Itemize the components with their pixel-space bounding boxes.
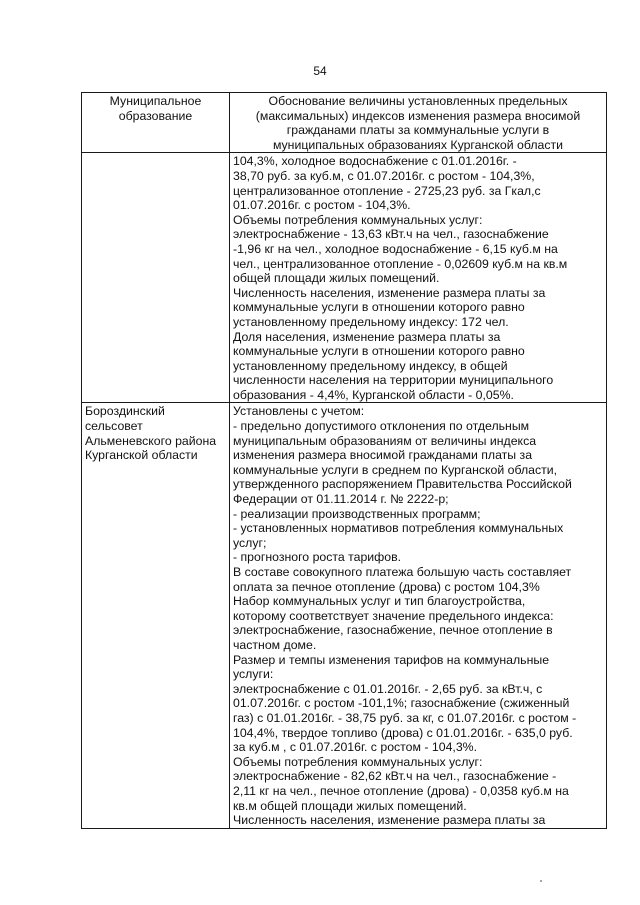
text-line: электроснабжение - 13,63 кВт.ч на чел., газоснабжение (233, 227, 549, 242)
text-line: численности населения на территории муниципального (233, 373, 554, 388)
text-line: газ) с 01.01.2016г. - 38,75 руб. за кг, с 01.07.2016г. с ростом - (233, 710, 577, 725)
text-line: кв.м общей площади жилых помещений. (233, 798, 467, 813)
header-justification-line: гражданами платы за коммунальные услуги в (286, 123, 550, 138)
text-line: услуг; (233, 535, 267, 550)
text-line: Размер и темпы изменения тарифов на коммунальные (233, 652, 550, 667)
municipality-line: Бороздинский (85, 404, 165, 419)
header-justification-line: муниципальных образованиях Курганской области (272, 137, 564, 152)
text-line: - предельно допустимого отклонения по отдельным (233, 419, 530, 434)
justification-cell (230, 403, 607, 828)
text-line: Доля населения, изменение размера платы за (233, 329, 501, 344)
text-line: общей площади жилых помещений. (233, 271, 440, 286)
text-line: за куб.м , с 01.07.2016г. с ростом - 104,3%. (233, 740, 478, 755)
text-line: Установлены с учетом: (233, 404, 365, 419)
text-line: Численность населения, изменение размера платы за (233, 285, 546, 300)
header-justification-line: (максимальных) индексов изменения размера вносимой (255, 108, 581, 123)
text-line: 01.07.2016г. с ростом - 104,3%. (233, 198, 411, 213)
text-line: 01.07.2016г. с ростом -101,1%; газоснабжение (сжиженный (233, 696, 570, 711)
scan-speck (540, 880, 542, 882)
text-line: централизованное отопление - 2725,23 руб. за Гкал,с (233, 183, 541, 198)
header-municipality (82, 93, 230, 153)
text-line: Объемы потребления коммунальных услуг: (233, 754, 483, 769)
text-line: изменения размера вносимой гражданами платы за (233, 448, 533, 463)
text-line: коммунальные услуги в среднем по Курганской области, (233, 462, 558, 477)
municipality-line: Курганской области (85, 448, 198, 463)
text-line: 104,4%, твердое топливо (дрова) с 01.01.2016г. - 635,0 руб. (233, 725, 573, 740)
text-line: Численность населения, изменение размера платы за (233, 813, 546, 828)
municipality-line: Альменевского района (85, 433, 217, 448)
text-line: чел., централизованное отопление - 0,02609 куб.м на кв.м (233, 256, 568, 271)
text-line: установленному предельному индексу, в общей (233, 358, 508, 373)
table-row (82, 153, 607, 403)
text-line: частном доме. (233, 637, 317, 652)
text-line: электроснабжение, газоснабжение, печное отопление в (233, 623, 553, 638)
text-line: -1,96 кг на чел., холодное водоснабжение - 6,15 куб.м на (233, 241, 558, 256)
text-line: установленному предельному индексу: 172 чел. (233, 314, 509, 329)
text-line: оплата за печное отопление (дрова) с ростом 104,3% (233, 579, 540, 594)
text-line: электроснабжение с 01.01.2016г. - 2,65 руб. за кВт.ч, с (233, 681, 543, 696)
text-line: Объемы потребления коммунальных услуг: (233, 212, 483, 227)
text-line: - реализации производственных программ; (233, 506, 481, 521)
header-justification (230, 93, 607, 153)
header-municipality-line: образование (118, 108, 193, 123)
text-line: 104,3%, холодное водоснабжение с 01.01.2016г. - (233, 154, 517, 169)
text-line: 38,70 руб. за куб.м, с 01.07.2016г. с ростом - 104,3%, (233, 168, 535, 183)
text-line: муниципальным образованиям от величины индекса (233, 433, 537, 448)
text-line: 2,11 кг на чел., печное отопление (дрова) - 0,0358 куб.м на (233, 783, 569, 798)
text-line: - прогнозного роста тарифов. (233, 550, 402, 565)
text-line: Набор коммунальных услуг и тип благоустройства, (233, 594, 526, 609)
text-line: образования - 4,4%, Курганской области - 0,05%. (233, 387, 514, 402)
municipality-cell (82, 153, 230, 403)
text-line: коммунальные услуги в отношении которого равно (233, 300, 525, 315)
table-row (82, 403, 607, 828)
table-header-row (82, 93, 607, 153)
text-line: коммунальные услуги в отношении которого равно (233, 344, 525, 359)
tariff-justification-table (81, 92, 607, 829)
justification-cell (230, 153, 607, 403)
municipality-line: сельсовет (85, 419, 143, 434)
municipality-cell (82, 403, 230, 828)
header-justification-line: Обоснование величины установленных предельных (268, 94, 568, 108)
text-line: - установленных нормативов потребления коммунальных (233, 521, 564, 536)
text-line: В составе совокупного платежа большую часть составляет (233, 565, 572, 579)
text-line: Федерации от 01.11.2014 г. № 2222-р; (233, 492, 449, 507)
page-number: 54 (313, 64, 327, 78)
text-line: утвержденного распоряжением Правительства Российской (233, 477, 572, 492)
header-municipality-line: Муниципальное (109, 94, 202, 108)
text-line: которому соответствует значение предельного индекса: (233, 608, 554, 623)
text-line: электроснабжение - 82,62 кВт.ч на чел., газоснабжение - (233, 769, 557, 784)
text-line: услуги: (233, 667, 274, 682)
